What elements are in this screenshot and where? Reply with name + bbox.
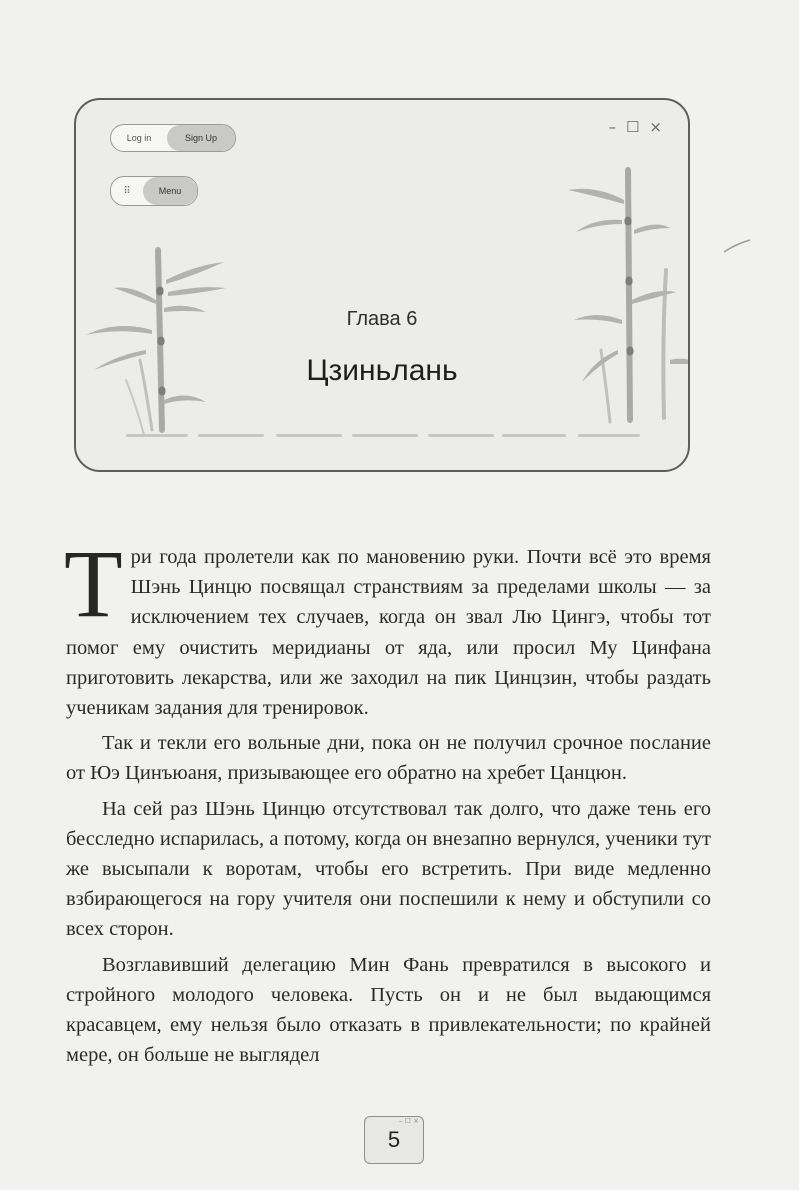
ground-dash [198, 434, 264, 437]
page-number: 5 [387, 1127, 401, 1152]
close-icon[interactable]: × [649, 118, 662, 136]
auth-toggle[interactable] [110, 124, 236, 152]
bamboo-left-icon [74, 230, 246, 440]
chapter-body-text [64, 530, 711, 1075]
paragraph: Три года пролетели как по мановению руки. Почти всё это время Шэнь Цинцю посвящал странствиям за пределами школы — за исключением тех случаев, когда он звал Лю Цингэ, чтобы тот помог ему очистить меридианы от яда, или просил Му Цинфана приготовить лекарства, или же заходил на пик Цинцзин, чтобы раздать ученикам задания для тренировок. [64, 530, 711, 720]
minimize-icon[interactable]: – [608, 118, 616, 136]
mini-window-controls-icon: – ☐ × [398, 1117, 419, 1125]
paragraph: Так и текли его вольные дни, пока он не получил срочное послание от Юэ Цинъюаня, призывающее его обратно на хребет Цанцюн. [66, 732, 711, 785]
login-button[interactable]: Log in [126, 133, 152, 143]
chapter-header-window [74, 98, 690, 472]
window-controls [608, 118, 662, 136]
chapter-number: Глава 6 [346, 308, 418, 330]
signup-button[interactable]: Sign Up [167, 125, 235, 151]
paragraph: На сей раз Шэнь Цинцю отсутствовал так долго, что даже тень его бесследно испарилась, а потому, когда он внезапно вернулся, ученики тут же высыпали к воротам, чтобы его встретить. При виде медленно взбирающегося на гору учителя они поспешили к нему и обступили со всех сторон. [66, 797, 711, 941]
ground-dash [502, 434, 566, 437]
page-number-window [364, 1116, 424, 1164]
ground-dash [352, 434, 418, 437]
menu-dots-icon: ⠿ [123, 185, 131, 197]
drop-cap: Т [64, 530, 123, 637]
ground-line [126, 434, 646, 438]
ground-dash [428, 434, 494, 437]
chapter-title: Цзиньлань [306, 354, 458, 387]
ground-dash [578, 434, 640, 437]
paragraph: Возглавивший делегацию Мин Фань превратился в высокого и стройного молодого человека. Пусть он и не был выдающимся красавцем, ему нельзя было отказать в привлекательности; по крайней мере, он больше не выглядел [66, 953, 711, 1067]
ground-dash [126, 434, 188, 437]
bamboo-right-icon [546, 160, 690, 440]
menu-button[interactable]: Menu [143, 177, 197, 205]
menu-toggle[interactable] [110, 176, 198, 206]
maximize-icon[interactable]: ☐ [625, 118, 640, 136]
ground-dash [276, 434, 342, 437]
leaf-stroke-icon [722, 236, 752, 256]
